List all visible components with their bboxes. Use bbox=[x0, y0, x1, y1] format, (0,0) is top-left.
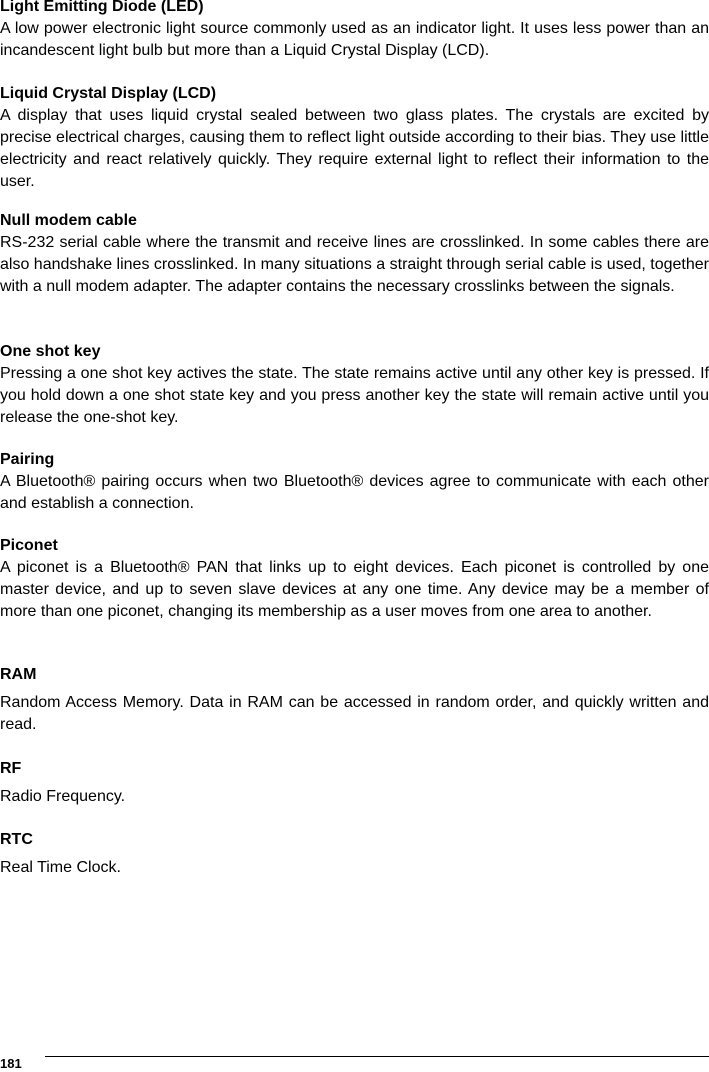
footer-divider bbox=[45, 1056, 709, 1057]
glossary-entry-led bbox=[0, 0, 709, 62]
glossary-term: One shot key bbox=[0, 343, 101, 360]
page-number: 181 bbox=[0, 1056, 22, 1071]
glossary-entry-ram bbox=[0, 664, 709, 736]
glossary-definition: A low power electronic light source commonly used as an indicator light. It uses less power than an incandescent light bulb but more than a Liquid Crystal Display (LCD). bbox=[0, 20, 709, 59]
glossary-term: RF bbox=[0, 760, 22, 777]
page-footer bbox=[0, 1052, 709, 1072]
glossary-entry-one-shot-key bbox=[0, 341, 709, 429]
glossary-entry-rtc bbox=[0, 829, 709, 879]
glossary-entry-null-modem-cable bbox=[0, 210, 709, 298]
glossary-definition: Pressing a one shot key actives the state. The state remains active until any other key is pressed. If you hold down a one shot state key and you press another key the state will remain active until you release the one-shot key. bbox=[0, 365, 709, 426]
glossary-definition: Real Time Clock. bbox=[0, 859, 121, 876]
glossary-definition: A Bluetooth® pairing occurs when two Bluetooth® devices agree to communicate with each other and establish a connection. bbox=[0, 473, 709, 512]
glossary-entry-pairing bbox=[0, 449, 709, 515]
glossary-term: Pairing bbox=[0, 451, 55, 468]
glossary-definition: A piconet is a Bluetooth® PAN that links up to eight devices. Each piconet is controlled by one master device, and up to seven slave devices at any one time. Any device may be a member of more than one piconet, changing its membership as a user moves from one area to another. bbox=[0, 559, 709, 620]
glossary-definition: RS-232 serial cable where the transmit and receive lines are crosslinked. In some cables there are also handshake lines crosslinked. In many situations a straight through serial cable is used, together with a null modem adapter. The adapter contains the necessary crosslinks between the signals. bbox=[0, 234, 709, 295]
glossary-definition: A display that uses liquid crystal sealed between two glass plates. The crystals are excited by precise electrical charges, causing them to reflect light outside according to their bias. They use little electricity and react relatively quickly. They require external light to reflect their information to the user. bbox=[0, 107, 709, 190]
glossary-definition: Radio Frequency. bbox=[0, 788, 126, 805]
glossary-term: Piconet bbox=[0, 537, 58, 554]
glossary-entry-rf bbox=[0, 758, 709, 808]
glossary-entry-lcd bbox=[0, 83, 709, 193]
glossary-term: Null modem cable bbox=[0, 212, 137, 229]
glossary-entry-piconet bbox=[0, 535, 709, 623]
glossary-term: Liquid Crystal Display (LCD) bbox=[0, 85, 217, 102]
glossary-definition: Random Access Memory. Data in RAM can be accessed in random order, and quickly written and read. bbox=[0, 694, 709, 733]
glossary-term: RTC bbox=[0, 831, 33, 848]
glossary-term: Light Emitting Diode (LED) bbox=[0, 0, 204, 15]
glossary-term: RAM bbox=[0, 666, 37, 683]
